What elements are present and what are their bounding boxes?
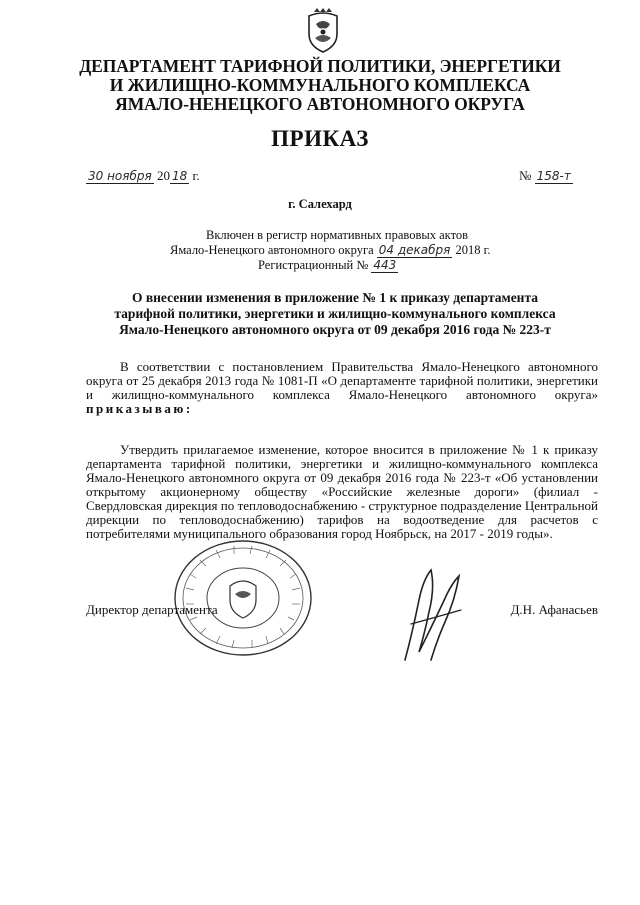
official-seal-icon [172,538,314,658]
document-title: ПРИКАЗ [271,126,369,151]
city-name: г. Салехард [288,197,352,211]
registry-number-handwritten: 443 [373,258,397,272]
department-header [40,57,600,114]
registry-date-handwritten: 04 декабря [378,243,451,257]
subject-line-1: О внесении изменения в приложение № 1 к приказу департамента [131,290,539,305]
handwritten-signature-icon [375,560,485,670]
signatory-name: Д.Н. Афанасьев [510,602,598,617]
date-handwritten: 30 ноября [88,169,152,183]
registry-line-2 [150,243,550,258]
order-number-handwritten: 158-т [536,169,571,183]
coat-of-arms-icon [303,8,343,54]
resolution-paragraph: Утвердить прилагаемое изменение, которое вносится в приложение № 1 к приказу департамента тарифной политики, энергетики и жилищно-коммунального комплекса Ямало-Ненецкого автономного округа от 09 декабря 2016 года № 223-т «Об установлении открытому акционерному обществу «Российские железные дороги» (филиал - Свердловская дирекция по тепловодоснабжению - структурное подразделение Центральной дирекции по тепловодоснабжению) тарифов на водоотведение для расчетов с потребителями муниципального образования город Ноябрьск, на 2017 - 2019 годы». [86,442,598,541]
header-line-3: ЯМАЛО-НЕНЕЦКОГО АВТОНОМНОГО ОКРУГА [115,94,525,114]
registry-number-label: Регистрационный № [258,258,369,272]
order-date [86,168,200,184]
registry-line-1: Включен в регистр нормативных правовых актов [206,228,469,242]
registry-block [150,228,550,273]
order-number [519,168,573,184]
date-year-handwritten: 18 [171,169,188,183]
subject-line-3: Ямало-Ненецкого автономного округа от 09 декабря 2016 года № 223-т [119,322,551,337]
preamble-paragraph [86,360,598,416]
signatory-position: Директор департамента [86,602,218,617]
registry-line-3 [150,258,550,273]
subject-line-2: тарифной политики, энергетики и жилищно-коммунального комплекса [114,306,556,321]
order-keyword: приказываю: [86,401,193,416]
registry-region: Ямало-Ненецкого автономного округа [170,243,374,257]
date-year-prefix: 20 [156,168,170,183]
date-suffix: г. [192,168,200,183]
header-line-2: И ЖИЛИЩНО-КОММУНАЛЬНОГО КОМПЛЕКСА [109,75,531,95]
order-subject [60,290,610,338]
order-number-label: № [519,168,532,183]
header-line-1: ДЕПАРТАМЕНТ ТАРИФНОЙ ПОЛИТИКИ, ЭНЕРГЕТИКИ [79,56,561,76]
preamble-text: В соответствии с постановлением Правительства Ямало-Ненецкого автономного округа от 25 декабря 2013 года № 1081-П «О департаменте тарифной политики, энергетики и жилищно-коммунального комплекса Ямало-Ненецкого автономного округа» [86,359,598,402]
registry-year: 2018 г. [455,243,491,257]
